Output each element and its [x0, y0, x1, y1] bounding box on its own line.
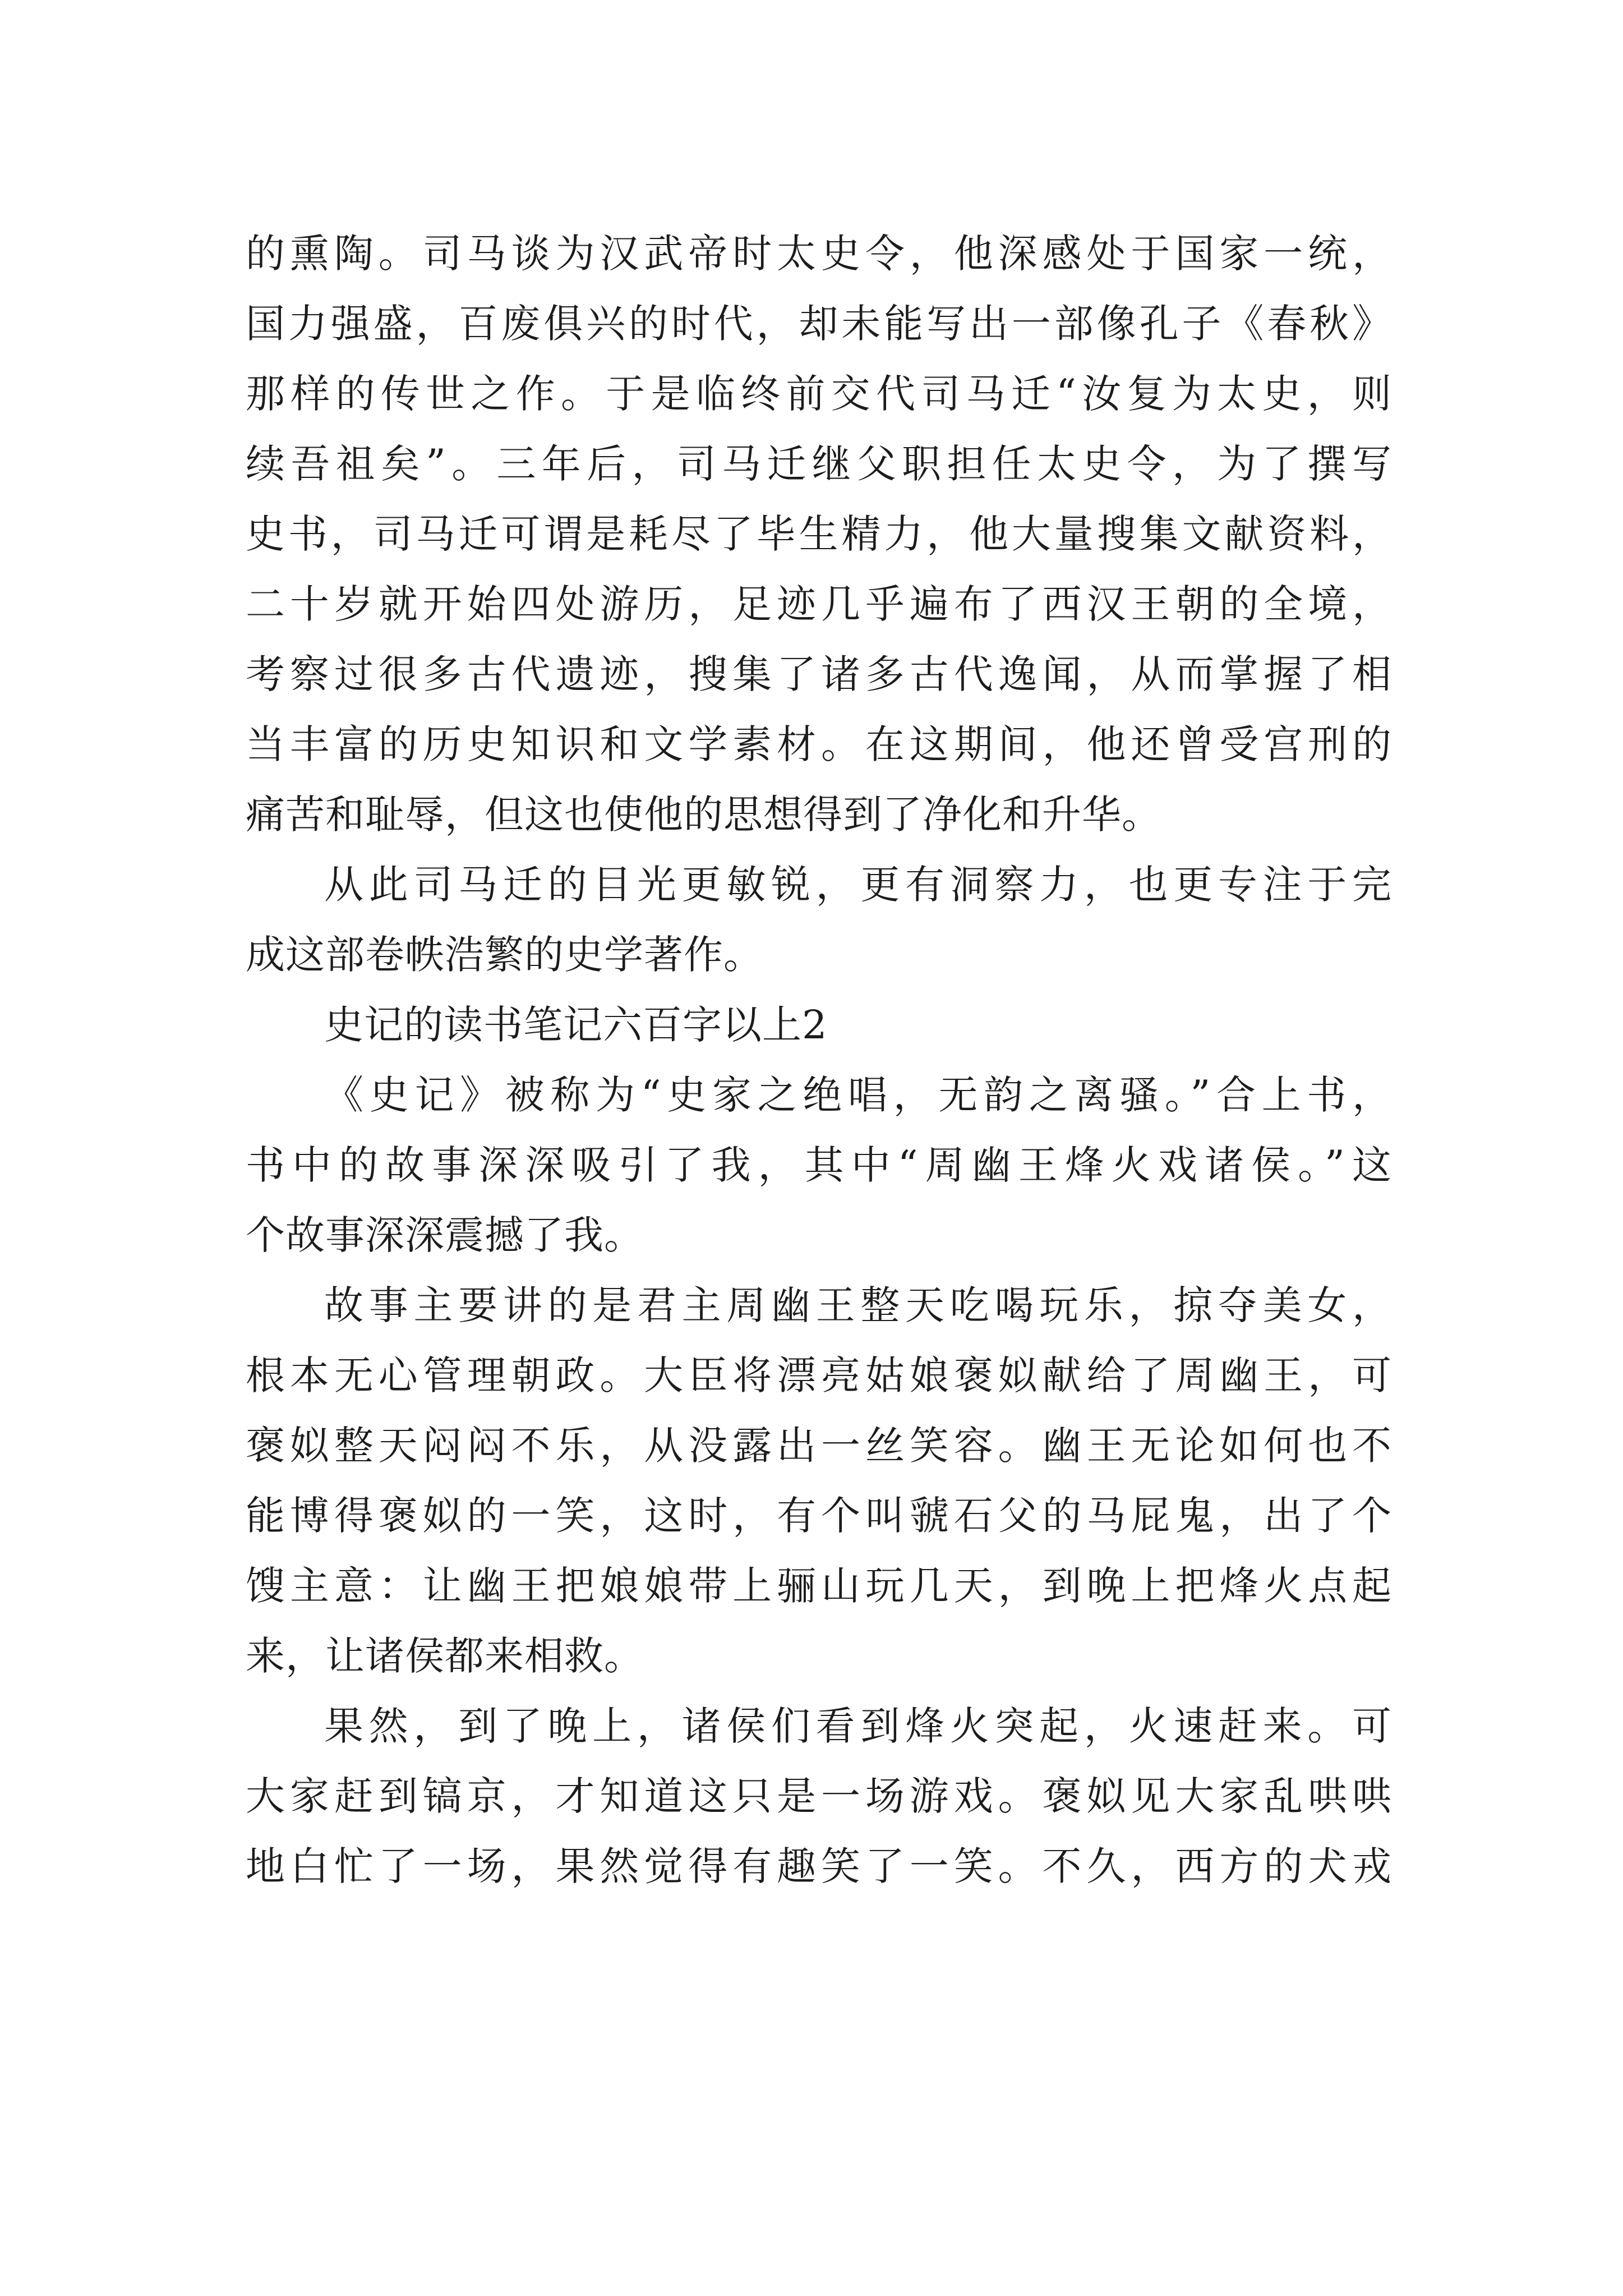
- paragraph: [246, 1691, 1392, 1902]
- text-line: 《史记》被称为“史家之绝唱，无韵之离骚。”合上书，: [324, 1072, 1392, 1118]
- section-heading: [246, 990, 1392, 1060]
- text-line: 续吾祖矣”。三年后，司马迁继父职担任太史令，为了撰写: [246, 441, 1392, 487]
- text-line: 痛苦和耻辱，但这也使他的思想得到了净化和升华。: [246, 792, 1161, 838]
- paragraph: [246, 850, 1392, 990]
- text-line: 根本无心管理朝政。大臣将漂亮姑娘褒姒献给了周幽王，可: [246, 1352, 1392, 1398]
- text-line: 成这部卷帙浩繁的史学著作。: [246, 932, 763, 978]
- text-line: 史记的读书笔记六百字以上2: [324, 1002, 828, 1048]
- text-line: 的熏陶。司马谈为汉武帝时太史令，他深感处于国家一统，: [246, 231, 1392, 277]
- text-line: 当丰富的历史知识和文学素材。在这期间，他还曾受宫刑的: [246, 721, 1392, 767]
- text-line: 从此司马迁的目光更敏锐，更有洞察力，也更专注于完: [324, 862, 1392, 908]
- paragraph: [246, 1060, 1392, 1271]
- text-line: 书中的故事深深吸引了我，其中“周幽王烽火戏诸侯。”这: [246, 1142, 1392, 1188]
- text-line: 二十岁就开始四处游历，足迹几乎遍布了西汉王朝的全境，: [246, 581, 1392, 627]
- text-line: 褒姒整天闷闷不乐，从没露出一丝笑容。幽王无论如何也不: [246, 1423, 1392, 1469]
- text-line: 馊主意：让幽王把娘娘带上骊山玩几天，到晚上把烽火点起: [246, 1563, 1392, 1609]
- text-line: 个故事深深震撼了我。: [246, 1212, 644, 1258]
- text-line: 地白忙了一场，果然觉得有趣笑了一笑。不久，西方的犬戎: [246, 1843, 1392, 1889]
- text-line: 果然，到了晚上，诸侯们看到烽火突起，火速赶来。可: [324, 1703, 1392, 1749]
- text-line: 大家赶到镐京，才知道这只是一场游戏。褒姒见大家乱哄哄: [246, 1773, 1392, 1819]
- paragraph: [246, 1271, 1392, 1691]
- document-body: [246, 219, 1392, 1902]
- paragraph: [246, 219, 1392, 850]
- text-line: 史书，司马迁可谓是耗尽了毕生精力，他大量搜集文献资料，: [246, 511, 1392, 557]
- text-line: 来，让诸侯都来相救。: [246, 1633, 644, 1679]
- text-line: 故事主要讲的是君主周幽王整天吃喝玩乐，掠夺美女，: [324, 1282, 1392, 1328]
- text-line: 考察过很多古代遗迹，搜集了诸多古代逸闻，从而掌握了相: [246, 651, 1392, 697]
- text-line: 那样的传世之作。于是临终前交代司马迁“汝复为太史，则: [246, 371, 1392, 417]
- text-line: 国力强盛，百废俱兴的时代，却未能写出一部像孔子《春秋》: [246, 301, 1392, 347]
- text-line: 能博得褒姒的一笑，这时，有个叫虢石父的马屁鬼，出了个: [246, 1493, 1392, 1539]
